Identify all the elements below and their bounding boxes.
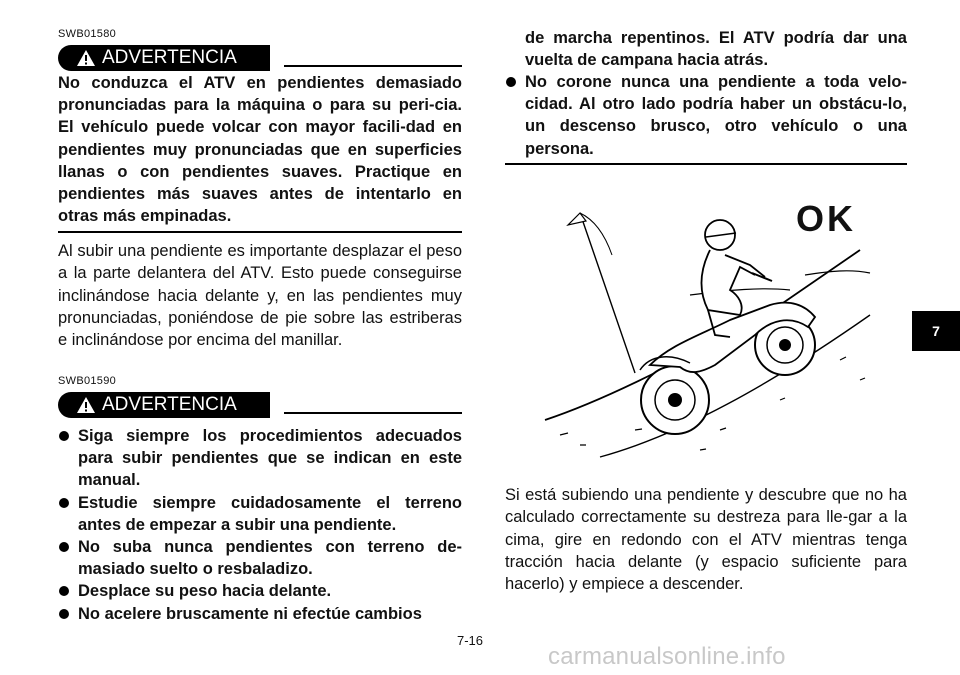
bullet-icon	[59, 498, 69, 508]
warning-end-rule-2	[505, 163, 907, 165]
bullet-icon	[59, 542, 69, 552]
warning-triangle-icon	[76, 396, 96, 414]
list-item: Siga siempre los procedimientos adecuados para subir pendientes que se indican en este manual.	[58, 425, 462, 492]
page-number: 7-16	[457, 633, 484, 648]
climbing-paragraph: Al subir una pendiente es importante desplazar el peso a la parte delantera del ATV. Esto puede conseguirse inclinándose hacia delante y, en las pendientes muy pronunciadas, poniéndose de pie sobre las estriberas e inclinándose por encima del manillar.	[58, 242, 462, 350]
warning-badge-2	[58, 392, 270, 418]
warning-continuation: de marcha repentinos. El ATV podría dar una vuelta de campana hacia atrás.	[525, 29, 907, 70]
warning-header-1	[58, 45, 462, 71]
warning-bullet-list-right	[505, 71, 907, 160]
warning-code-1: SWB01580	[58, 28, 117, 40]
warning-label-2: ADVERTENCIA	[102, 394, 237, 415]
warning-rule-1	[284, 65, 462, 67]
warning-rule-2	[284, 412, 462, 414]
warning-code-2: SWB01590	[58, 375, 117, 387]
watermark: carmanualsonline.info	[548, 643, 786, 670]
list-item: No corone nunca una pendiente a toda velo-cidad. Al otro lado podría haber un obstácu-lo, un descenso brusco, otro vehículo o una persona.	[505, 71, 907, 160]
chapter-tab: 7	[912, 311, 960, 351]
warning-header-2	[58, 392, 462, 418]
turn-around-paragraph: Si está subiendo una pendiente y descubre que no ha calculado correctamente su destreza para lle-gar a la cima, gire en redondo con el ATV mientras tenga tracción hacia delante (y espacio suficiente para hacerlo) y empiece a descender.	[505, 486, 907, 594]
warning-label-1: ADVERTENCIA	[102, 47, 237, 68]
bullet-icon	[506, 77, 516, 87]
warning-end-rule-1	[58, 231, 462, 233]
warning-triangle-icon	[76, 49, 96, 67]
warning-text-1: No conduzca el ATV en pendientes demasiado pronunciadas para la máquina o para su peri-cia. El vehículo puede volcar con mayor facili-dad en pendientes muy pronunciadas que en superficies llanas o con pendientes suaves. Practique en pendientes más suaves antes de intentarlo en otras más empinadas.	[58, 74, 462, 226]
bullet-icon	[59, 609, 69, 619]
list-item: No acelere bruscamente ni efectúe cambios	[58, 603, 462, 625]
warning-bullet-list	[58, 425, 462, 625]
warning-badge-1	[58, 45, 270, 71]
illustration-ok-label: OK	[796, 198, 856, 239]
list-item: Estudie siempre cuidadosamente el terreno antes de empezar a subir una pendiente.	[58, 492, 462, 536]
list-item: Desplace su peso hacia delante.	[58, 580, 462, 602]
bullet-icon	[59, 586, 69, 596]
list-item: No suba nunca pendientes con terreno de-masiado suelto o resbaladizo.	[58, 536, 462, 580]
bullet-icon	[59, 431, 69, 441]
